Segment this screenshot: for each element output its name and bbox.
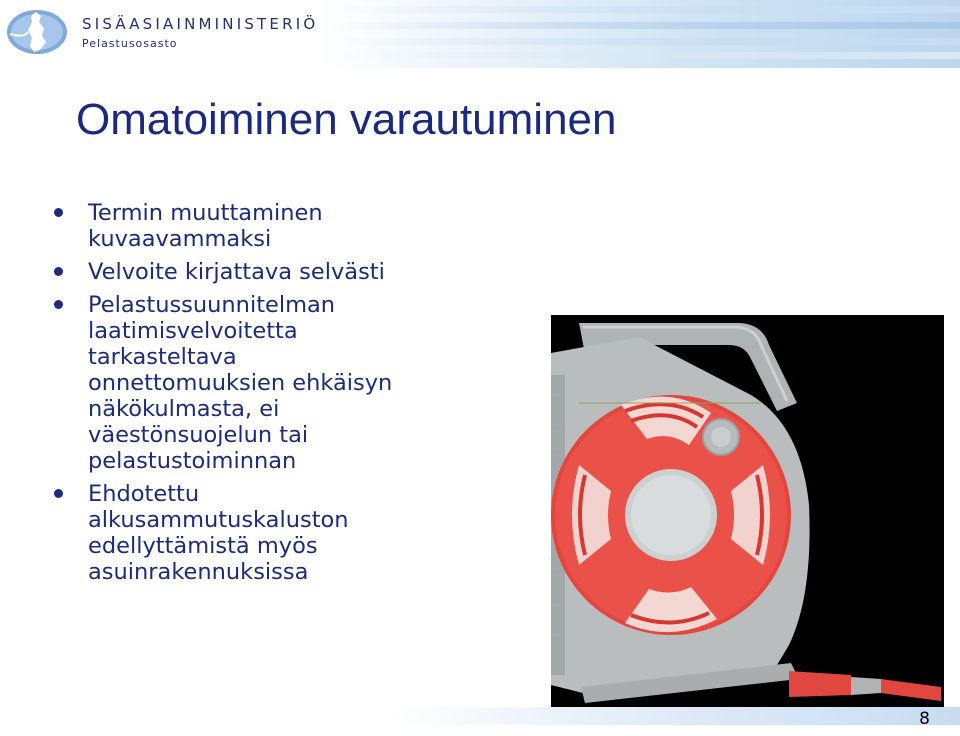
bullet-icon — [54, 267, 63, 276]
page-number: 8 — [919, 709, 930, 729]
bullet-item — [50, 259, 480, 285]
bullet-icon — [54, 489, 63, 498]
finland-map-logo-icon — [6, 8, 68, 56]
bullet-text: Termin muuttaminen kuvaavammaksi — [88, 200, 323, 252]
bullet-icon — [54, 208, 63, 217]
hose-reel-photo — [551, 315, 944, 710]
bullet-item — [50, 481, 480, 585]
bullet-item — [50, 292, 480, 474]
bullet-text: Pelastussuunnitelman laatimisvelvoitetta tarkasteltava onnettomuuksien ehkäisyn näkökulmasta, ei väestönsuojelun tai pelastustoiminnan — [88, 292, 393, 474]
bullet-list — [50, 200, 480, 592]
department-name: Pelastusosasto — [82, 37, 178, 50]
bullet-text: Velvoite kirjattava selvästi — [88, 259, 385, 285]
bullet-icon — [54, 300, 63, 309]
footer-stripe — [0, 707, 960, 725]
slide-title: Omatoiminen varautuminen — [76, 95, 617, 144]
ministry-name: SISÄASIAINMINISTERIÖ — [82, 15, 319, 33]
bullet-item — [50, 200, 480, 252]
ministry-header — [82, 15, 318, 52]
bullet-text: Ehdotettu alkusammutuskaluston edellyttämistä myös asuinrakennuksissa — [88, 481, 349, 585]
